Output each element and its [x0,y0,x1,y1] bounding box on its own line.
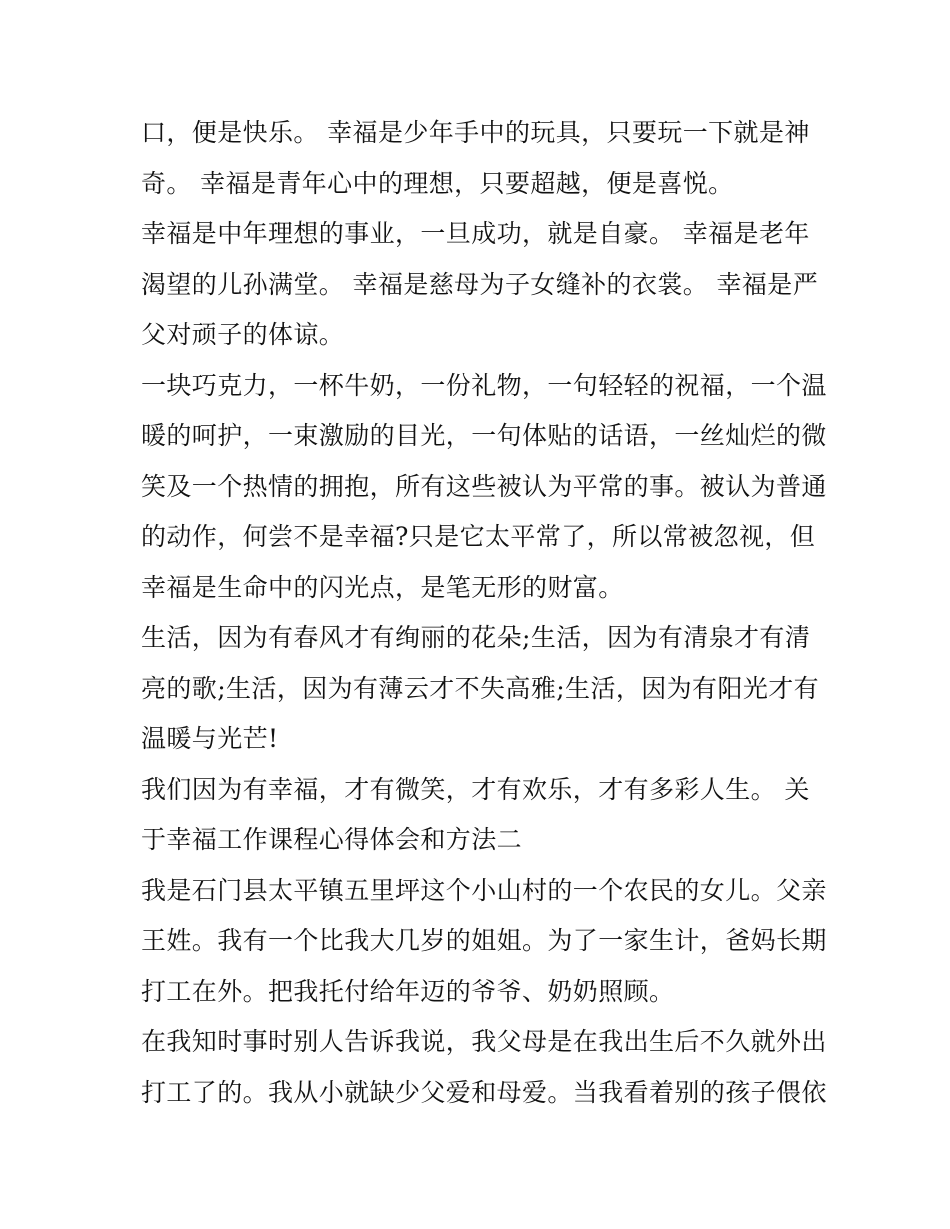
text-line: 于幸福工作课程心得体会和方法二 [141,825,523,854]
text-line: 打工在外。把我托付给年迈的爷爷、奶奶照顾。 [141,976,675,1006]
text-line: 生活，因为有春风才有绚丽的花朵;生活，因为有清泉才有清 [141,623,811,652]
paragraph-2 [141,209,821,361]
paragraph-6 [141,866,827,1018]
paragraph-7 [141,1017,827,1118]
text-line: 渴望的儿孙满堂。 幸福是慈母为子女缝补的衣裳。 幸福是严 [141,269,819,299]
text-line: 一块巧克力，一杯牛奶，一份礼物，一句轻轻的祝福，一个温 [141,370,827,400]
text-line: 暖的呵护，一束激励的目光，一句体贴的话语，一丝灿烂的微 [141,421,827,450]
paragraph-4 [141,613,821,765]
text-line: 笑及一个热情的拥抱，所有这些被认为平常的事。被认为普通 [141,471,827,501]
text-line: 亮的歌;生活，因为有薄云才不失高雅;生活，因为有阳光才有 [141,673,820,703]
text-line: 我们因为有幸福，才有微笑，才有欢乐，才有多彩人生。 关 [141,774,810,804]
text-line: 打工了的。我从小就缺少父爱和母爱。当我看着别的孩子偎依 [141,1077,827,1107]
text-line: 王姓。我有一个比我大几岁的姐姐。为了一家生计，爸妈长期 [141,926,827,955]
text-line: 幸福是生命中的闪光点，是笔无形的财富。 [141,572,624,602]
paragraph-1 [141,108,821,209]
text-line: 奇。 幸福是青年心中的理想，只要超越，便是喜悦。 [141,168,734,198]
text-line: 父对顽子的体谅。 [141,320,345,349]
text-line: 在我知时事时别人告诉我说，我父母是在我出生后不久就外出 [141,1027,827,1056]
paragraph-3 [141,361,827,614]
text-line: 口，便是快乐。 幸福是少年手中的玩具，只要玩一下就是神 [141,118,810,147]
text-line: 温暖与光芒! [141,724,279,753]
text-line: 的动作，何尝不是幸福?只是它太平常了，所以常被忽视，但 [141,522,816,551]
paragraph-5 [141,765,821,866]
body-text [141,108,827,1118]
text-line: 幸福是中年理想的事业，一旦成功，就是自豪。 幸福是老年 [141,219,810,248]
text-line: 我是石门县太平镇五里坪这个小山村的一个农民的女儿。父亲 [141,875,827,905]
